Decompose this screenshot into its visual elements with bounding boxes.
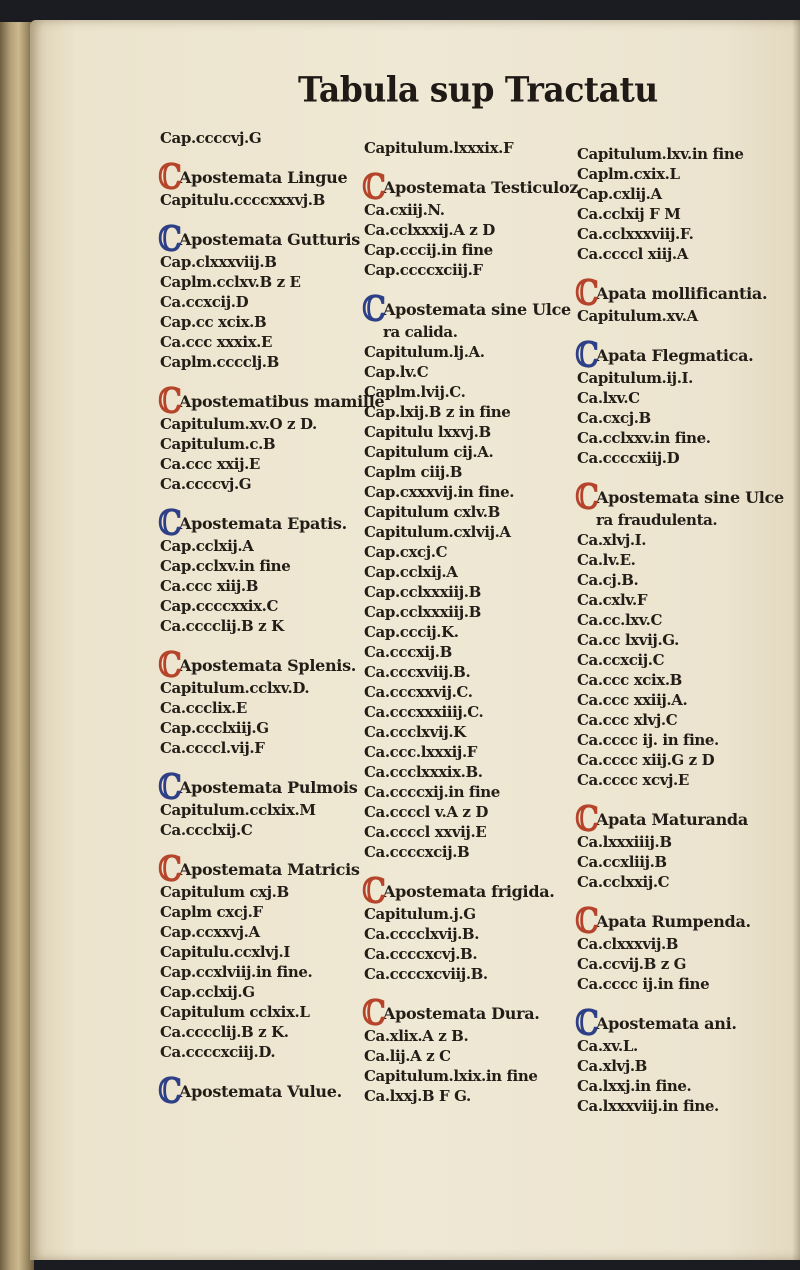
chapter-reference: Ca.cc.lxv.C xyxy=(577,611,662,629)
entry-heading xyxy=(575,477,797,518)
chapter-reference: Ca.ccc xcix.B xyxy=(577,671,682,689)
chapter-reference: Ca.xv.L. xyxy=(577,1037,638,1055)
chapter-reference: Ca.cccclxvij.B. xyxy=(364,925,480,943)
index-entry xyxy=(362,167,587,280)
entry-heading xyxy=(158,849,383,890)
heading-text: Apostemata Splenis. xyxy=(179,656,357,675)
index-entry xyxy=(575,1003,797,1116)
rubrication-mark-icon: ℂ xyxy=(158,503,182,544)
chapter-reference: Cap.cxxxvij.in fine. xyxy=(364,483,515,501)
rubrication-mark-icon: ℂ xyxy=(158,381,182,422)
chapter-reference: Capitulum.cclxix.M xyxy=(160,801,316,819)
chapter-reference: Capitulum.lxix.in fine xyxy=(364,1067,538,1085)
chapter-reference: Ca.lxxxviij.in fine. xyxy=(577,1097,719,1115)
heading-continuation: ra calida. xyxy=(383,323,458,341)
rubrication-mark-icon: ℂ xyxy=(362,871,386,912)
index-entry xyxy=(575,273,797,326)
index-entry xyxy=(158,219,386,372)
chapter-reference: Capitulum.cclxv.D. xyxy=(160,679,310,697)
index-entry xyxy=(362,993,587,1106)
chapter-reference: Cap.cccij.in fine xyxy=(364,241,493,259)
chapter-reference: Ca.ccxcij.C xyxy=(577,651,665,669)
chapter-reference: Capitulum.lxv.in fine xyxy=(577,145,744,163)
chapter-reference: Capitulum.cxlvij.A xyxy=(364,523,511,541)
chapter-reference: Capitulum.c.B xyxy=(160,435,276,453)
index-column-2 xyxy=(362,138,587,1124)
chapter-reference: Capitulum cij.A. xyxy=(364,443,494,461)
chapter-reference: Capitulum cxj.B xyxy=(160,883,289,901)
heading-text: Apostemata Testiculoz xyxy=(383,178,579,197)
rubrication-mark-icon: ℂ xyxy=(575,901,599,942)
chapter-reference: Ca.cj.B. xyxy=(577,571,639,589)
chapter-reference: Ca.ccc.lxxxij.F xyxy=(364,743,478,761)
chapter-reference: Cap.cclxij.G xyxy=(160,983,255,1001)
chapter-reference: Ca.cclxij F M xyxy=(577,205,681,223)
chapter-reference: Ca.cccc xiij.G z D xyxy=(577,751,715,769)
chapter-reference: Ca.ccccxcviij.B. xyxy=(364,965,488,983)
entry-heading xyxy=(158,381,385,422)
chapter-reference: Ca.lxxj.B F G. xyxy=(364,1087,471,1105)
chapter-reference: Ca.ccccl.vij.F xyxy=(160,739,265,757)
chapter-reference: Cap.cclxij.A xyxy=(364,563,458,581)
chapter-reference: Ca.lij.A z C xyxy=(364,1047,451,1065)
rubrication-mark-icon: ℂ xyxy=(158,645,182,686)
index-column-3 xyxy=(575,144,797,1134)
heading-continuation: ra fraudulenta. xyxy=(596,511,718,529)
chapter-reference: Ca.ccccl xxvij.E xyxy=(364,823,487,841)
chapter-reference: Ca.ccclxvij.K xyxy=(364,723,466,741)
chapter-reference: Capitulum cclxix.L xyxy=(160,1003,310,1021)
chapter-reference: Ca.cxcj.B xyxy=(577,409,651,427)
chapter-reference: Caplm.cccclj.B xyxy=(160,353,279,371)
chapter-reference: Ca.ccccxcij.B xyxy=(364,843,470,861)
chapter-reference: Ca.ccccvj.G xyxy=(160,475,252,493)
chapter-reference: Capitulu.ccxlvj.I xyxy=(160,943,290,961)
chapter-reference: Ca.ccccxij.in fine xyxy=(364,783,500,801)
chapter-reference: Cap.ccxxvj.A xyxy=(160,923,260,941)
chapter-reference: Cap.cccij.K. xyxy=(364,623,459,641)
rubrication-mark-icon: ℂ xyxy=(158,157,182,198)
chapter-reference: Ca.cclxxij.C xyxy=(577,873,670,891)
index-entry xyxy=(575,477,797,790)
heading-text: Apata Maturanda xyxy=(596,810,748,829)
chapter-reference: Caplm.cclxv.B z E xyxy=(160,273,301,291)
heading-text: Apostemata Dura. xyxy=(383,1004,540,1023)
chapter-reference: Ca.lxv.C xyxy=(577,389,640,407)
chapter-reference: Ca.cclxxxviij.F. xyxy=(577,225,694,243)
rubrication-mark-icon: ℂ xyxy=(362,993,386,1034)
chapter-reference: Cap.cclxv.in fine xyxy=(160,557,291,575)
heading-text: Apostemata sine Ulce xyxy=(383,300,571,319)
chapter-reference: Cap.lv.C xyxy=(364,363,429,381)
chapter-reference: Capitulum.xv.A xyxy=(577,307,698,325)
chapter-reference: Ca.cccxxvij.C. xyxy=(364,683,473,701)
chapter-reference: Caplm.cxix.L xyxy=(577,165,680,183)
chapter-reference: Ca.cxiij.N. xyxy=(364,201,445,219)
rubrication-mark-icon: ℂ xyxy=(575,477,599,518)
entry-heading xyxy=(158,503,383,544)
chapter-reference: Caplm.lvij.C. xyxy=(364,383,466,401)
heading-text: Apostemata sine Ulce xyxy=(596,488,784,507)
heading-text: Apata Rumpenda. xyxy=(596,912,751,931)
chapter-reference: Cap.clxxxviij.B xyxy=(160,253,277,271)
entry-heading xyxy=(575,335,797,376)
chapter-reference: Cap.ccccxxix.C xyxy=(160,597,278,615)
entry-heading xyxy=(158,645,383,686)
heading-text: Apostemata Gutturis xyxy=(179,230,361,249)
chapter-reference: Ca.cccxxxiiij.C. xyxy=(364,703,484,721)
chapter-reference: Ca.ccxliij.B xyxy=(577,853,667,871)
rubrication-mark-icon: ℂ xyxy=(158,849,182,890)
chapter-reference: Ca.cc lxvij.G. xyxy=(577,631,679,649)
index-entry xyxy=(362,138,587,158)
entry-heading xyxy=(575,799,797,840)
index-entry xyxy=(158,849,386,1062)
rubrication-mark-icon: ℂ xyxy=(362,167,386,208)
entry-heading xyxy=(158,157,383,198)
heading-text: Apostemata Matricis xyxy=(179,860,360,879)
chapter-reference: Cap.cxlij.A xyxy=(577,185,662,203)
chapter-reference: Caplm ciij.B xyxy=(364,463,462,481)
chapter-reference: Ca.ccccxcvj.B. xyxy=(364,945,478,963)
entry-heading xyxy=(158,1071,383,1112)
rubrication-mark-icon: ℂ xyxy=(575,273,599,314)
heading-text: Apata mollificantia. xyxy=(596,284,768,303)
rubrication-mark-icon: ℂ xyxy=(158,767,182,808)
heading-text: Apostematibus mamille xyxy=(179,392,385,411)
chapter-reference: Ca.ccc xxiij.A. xyxy=(577,691,688,709)
chapter-reference: Ca.xlvj.B xyxy=(577,1057,647,1075)
rubrication-mark-icon: ℂ xyxy=(158,1071,182,1112)
entry-heading xyxy=(575,901,797,942)
chapter-reference: Capitulum cxlv.B xyxy=(364,503,500,521)
chapter-reference: Ca.ccc xxxix.E xyxy=(160,333,273,351)
chapter-reference: Cap.ccccxciij.F xyxy=(364,261,483,279)
chapter-reference: Ca.ccclxij.C xyxy=(160,821,253,839)
chapter-reference: Capitulum.xv.O z D. xyxy=(160,415,317,433)
chapter-reference: Ca.ccccxiij.D xyxy=(577,449,680,467)
chapter-reference: Ca.lxxj.in fine. xyxy=(577,1077,692,1095)
heading-text: Apata Flegmatica. xyxy=(596,346,754,365)
heading-text: Apostemata Pulmois xyxy=(179,778,358,797)
chapter-reference: Ca.ccc xxij.E xyxy=(160,455,260,473)
entry-heading xyxy=(158,767,383,808)
chapter-reference: Cap.ccclxiij.G xyxy=(160,719,269,737)
chapter-reference: Ca.cccc ij. in fine. xyxy=(577,731,719,749)
chapter-reference: Ca.cccxij.B xyxy=(364,643,452,661)
entry-heading xyxy=(575,1003,797,1044)
entry-heading xyxy=(362,167,587,208)
rubrication-mark-icon: ℂ xyxy=(575,799,599,840)
chapter-reference: Caplm cxcj.F xyxy=(160,903,263,921)
chapter-reference: Ca.cccc xcvj.E xyxy=(577,771,689,789)
chapter-reference: Ca.cclxxxij.A z D xyxy=(364,221,495,239)
index-column-1 xyxy=(158,128,386,1122)
chapter-reference: Ca.ccccl v.A z D xyxy=(364,803,488,821)
heading-text: Apostemata Vulue. xyxy=(179,1082,342,1101)
chapter-reference: Ca.cccclij.B z K. xyxy=(160,1023,289,1041)
chapter-reference: Ca.ccclix.E xyxy=(160,699,247,717)
index-entry xyxy=(158,128,383,148)
chapter-reference: Cap.cclxij.A xyxy=(160,537,254,555)
chapter-reference: Cap.cclxxxiij.B xyxy=(364,583,481,601)
index-entry xyxy=(158,767,383,840)
heading-text: Apostemata frigida. xyxy=(383,882,555,901)
index-entry xyxy=(158,503,383,636)
chapter-reference: Ca.lxxxiiij.B xyxy=(577,833,672,851)
chapter-reference: Ca.cxlv.F xyxy=(577,591,648,609)
chapter-reference: Ca.ccxcij.D xyxy=(160,293,249,311)
chapter-reference: Cap.cxcj.C xyxy=(364,543,448,561)
chapter-reference: Ca.cccc ij.in fine xyxy=(577,975,710,993)
book-edge xyxy=(0,22,34,1270)
chapter-reference: Cap.ccccvj.G xyxy=(160,129,262,147)
chapter-reference: Ca.ccc xiij.B xyxy=(160,577,258,595)
index-entry xyxy=(575,799,797,892)
chapter-reference: Ca.cclxxv.in fine. xyxy=(577,429,711,447)
chapter-reference: Capitulu.ccccxxxvj.B xyxy=(160,191,325,209)
index-entry xyxy=(362,289,587,862)
chapter-reference: Ca.xlvj.I. xyxy=(577,531,647,549)
chapter-reference: Capitulum.ij.I. xyxy=(577,369,693,387)
chapter-reference: Ca.cccxviij.B. xyxy=(364,663,471,681)
index-entry xyxy=(575,144,797,264)
index-entry xyxy=(362,871,587,984)
index-entry xyxy=(158,381,385,494)
chapter-reference: Ca.ccccxciij.D. xyxy=(160,1043,276,1061)
chapter-reference: Capitulum.lj.A. xyxy=(364,343,485,361)
index-entry xyxy=(158,645,383,758)
rubrication-mark-icon: ℂ xyxy=(575,1003,599,1044)
chapter-reference: Ca.lv.E. xyxy=(577,551,636,569)
heading-text: Apostemata Lingue xyxy=(179,168,348,187)
entry-heading xyxy=(362,871,587,912)
chapter-reference: Capitulum.j.G xyxy=(364,905,476,923)
chapter-reference: Ca.clxxxvij.B xyxy=(577,935,679,953)
chapter-reference: Ca.ccclxxxix.B. xyxy=(364,763,483,781)
entry-heading xyxy=(362,993,587,1034)
chapter-reference: Cap.ccxlviij.in fine. xyxy=(160,963,313,981)
entry-heading xyxy=(158,219,383,260)
heading-text: Apostemata Epatis. xyxy=(179,514,347,533)
chapter-reference: Cap.cclxxxiij.B xyxy=(364,603,481,621)
chapter-reference: Ca.ccccl xiij.A xyxy=(577,245,688,263)
chapter-reference: Ca.ccvij.B z G xyxy=(577,955,687,973)
rubrication-mark-icon: ℂ xyxy=(158,219,182,260)
index-entry xyxy=(158,1071,383,1112)
chapter-reference: Ca.cccclij.B z K xyxy=(160,617,284,635)
rubrication-mark-icon: ℂ xyxy=(575,335,599,376)
entry-heading xyxy=(362,289,587,330)
entry-heading xyxy=(575,273,797,314)
heading-text: Apostemata ani. xyxy=(596,1014,737,1033)
index-entry xyxy=(158,157,386,210)
chapter-reference: Cap.cc xcix.B xyxy=(160,313,267,331)
index-entry xyxy=(575,335,797,468)
chapter-reference: Ca.xlix.A z B. xyxy=(364,1027,469,1045)
chapter-reference: Ca.ccc xlvj.C xyxy=(577,711,678,729)
chapter-reference: Capitulu lxxvj.B xyxy=(364,423,491,441)
chapter-reference: Capitulum.lxxxix.F xyxy=(364,139,514,157)
running-header: Tabula sup Tractatu xyxy=(298,69,658,110)
rubrication-mark-icon: ℂ xyxy=(362,289,386,330)
index-entry xyxy=(575,901,797,994)
chapter-reference: Cap.lxij.B z in fine xyxy=(364,403,511,421)
